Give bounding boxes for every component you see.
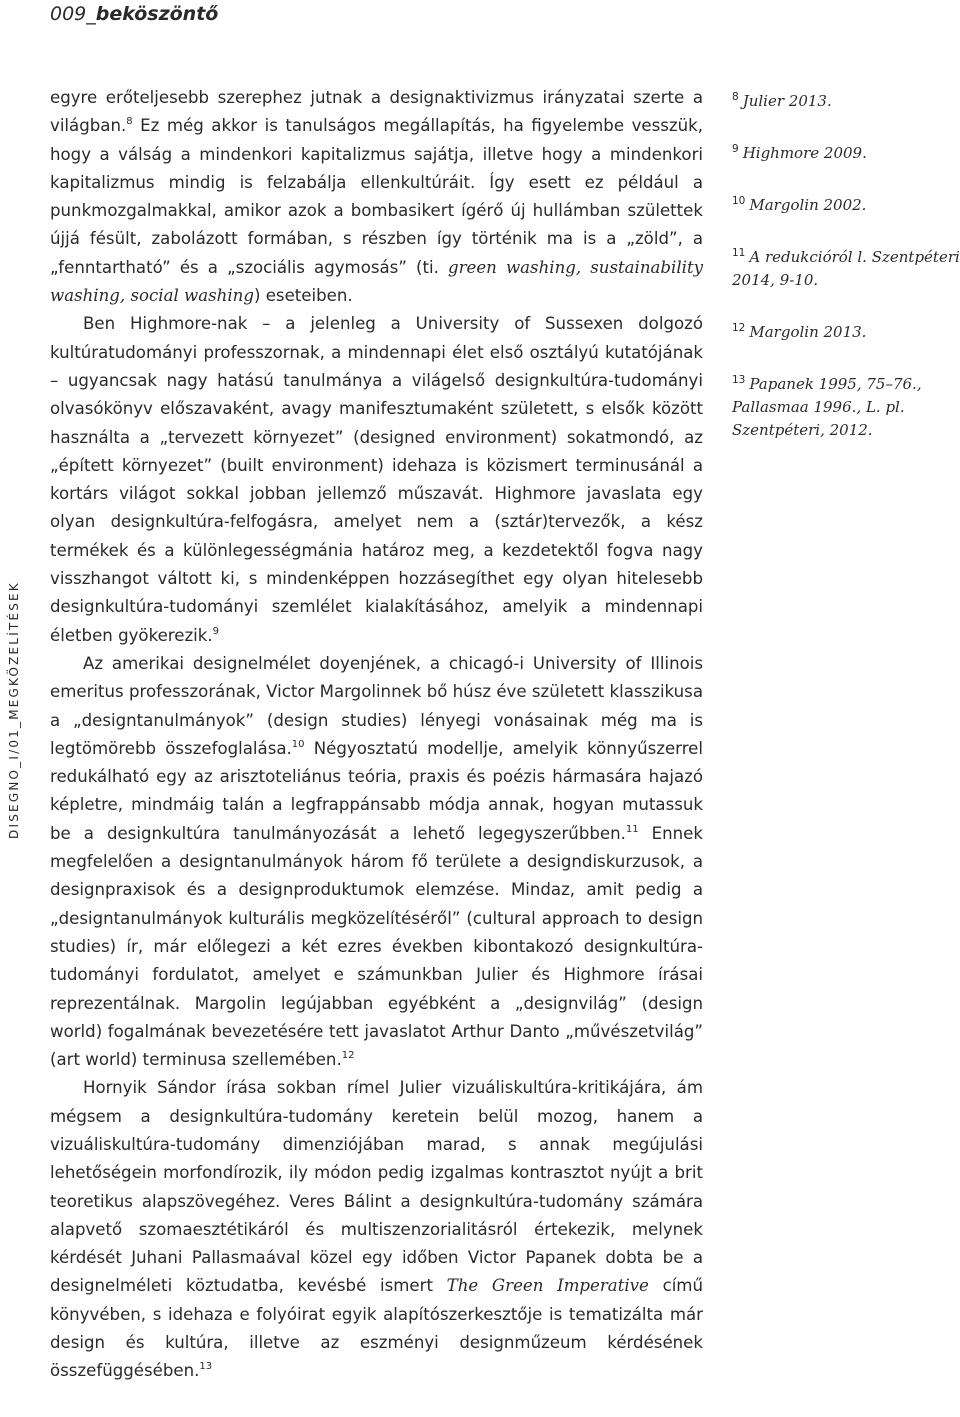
- article-body: [50, 84, 703, 1386]
- page-header: [50, 3, 218, 25]
- footnote: [732, 142, 960, 165]
- paragraph-text: Ez még akkor is tanulságos megállapítás, ha figyelembe vesszük, hogy a válság a mindenkori kapitalizmus sajátja, illetve hogy a mindenkori kapitalizmus mindig is felzabálja ellenkultúráit. Így esett ez például a punkmozgalmakkal, amikor azok a bombasikert ígérő új hullámban születtek újjá fésült, zabolázott formában, s részben így történik ma is a „zöld”, a „fenntartható” és a „szociális agymosás” (ti.: [50, 116, 703, 277]
- footnote: [732, 194, 960, 217]
- footnote-ref: 10: [291, 738, 305, 750]
- footnote-number: 9: [732, 143, 739, 155]
- running-title: DISEGNO_I/01_MEGKÖZELÍTÉSEK: [7, 581, 21, 839]
- paragraph-text: ) eseteiben.: [253, 286, 353, 306]
- footnote-ref: 9: [212, 625, 220, 637]
- paragraph: [50, 1074, 703, 1385]
- paragraph-text: Az amerikai designelmélet doyenjének, a chicagó-i University of Illinois emeritus professzorának, Victor Margolinnek bő húsz éve született klasszikusa a „designtanulmányok” (design studies) lényegi vonásainak még ma is legtömörebb összefoglalása.: [50, 653, 703, 758]
- footnote-number: 10: [732, 195, 746, 207]
- footnote-text: A redukcióról l. Szentpéteri 2014, 9-10.: [732, 248, 960, 289]
- italic-text: green washing, sustainability washing, social washing: [50, 257, 704, 306]
- footnote-text: Margolin 2002.: [749, 196, 867, 214]
- page-number: 009_: [50, 3, 96, 25]
- footnote-number: 11: [732, 247, 746, 259]
- paragraph-text: Ben Highmore-nak – a jelenleg a University of Sussexen dolgozó kultúratudományi professzornak, a mindennapi élet első osztályú kutatójának – ugyancsak nagy hatású tanulmánya a világelső designkultúra-tudományi olvasókönyv előszavaként, avagy manifesztumaként született, s elsők között használta a „tervezett környezet” (designed environment) sokatmondó, az „épített környezet” (built environment) idehaza is közismert terminusánál a kortárs világot sokkal jobban jellemző műszavát. Highmore javaslata egy olyan designkultúra-felfogásra, amelyet nem a (sztár)tervezők, a kész termékek és a különlegességmánia határoz meg, a kezdetektől fogva nagy visszhangot váltott ki, s mindenképpen hozzásegíthet egy olyan hitelesebb designkultúra-tudományi szemlélet kialakításához, amelyik a mindennapi életben gyökerezik.: [50, 314, 703, 645]
- footnote: [732, 90, 960, 113]
- paragraph-text: Hornyik Sándor írása sokban rímel Julier vizuáliskultúra-kritikájára, ám mégsem a designkultúra-tudomány keretein belül mozog, hanem a vizuáliskultúra-tudomány dimenziójában marad, s annak megújulási lehetőségein morfondírozik, ily módon pedig izgalmas kontrasztot nyújt a brit teoretikus alapszövegéhez. Veres Bálint a designkultúra-tudomány számára alapvető szomaesztétikáról és multiszenzorialitásról értekezik, melynek kérdését Juhani Pallasmaával közel egy időben Victor Papanek dobta be a designelméleti köztudatba, kevésbé ismert: [50, 1078, 703, 1296]
- footnote-text: Margolin 2013.: [749, 323, 867, 341]
- footnote-text: Julier 2013.: [742, 92, 832, 110]
- paragraph-text: Négyosztatú modellje, amelyik könnyűszerrel redukálható egy az arisztoteliánus teória, praxis és poézis hármasára hajazó képletre, mindmáig talán a legfrappánsabb módja annak, hogyan mutassuk be a designkultúra tanulmányozását a lehető legegyszerűbben.: [50, 738, 703, 843]
- footnote-text: Papanek 1995, 75–76., Pallasmaa 1996., L. pl. Szentpéteri, 2012.: [732, 375, 922, 439]
- footnote: [732, 373, 960, 442]
- italic-text: The Green Imperative: [446, 1276, 649, 1296]
- footnote-ref: 12: [341, 1050, 355, 1062]
- footnote: [732, 246, 960, 292]
- footnote-number: 12: [732, 322, 746, 334]
- paragraph: [50, 650, 703, 1074]
- paragraph-text: című könyvében, s idehaza e folyóirat egyik alapítószerkesztője is tematizálta már design és kultúra, illetve az eszményi designműzeum kérdésének összefüggésében.: [50, 1276, 703, 1381]
- footnote-number: 13: [732, 374, 746, 386]
- paragraph-text: egyre erőteljesebb szerephez jutnak a designaktivizmus irányzatai szerte a világban.: [50, 88, 703, 136]
- footnote-ref: 13: [199, 1361, 213, 1373]
- footnote-ref: 11: [625, 823, 639, 835]
- paragraph-text: Ennek megfelelően a designtanulmányok három fő területe a designdiskurzusok, a designpraxisok és a designproduktumok elemzése. Mindaz, amit pedig a „designtanulmányok kulturális megközelítéséről” (cultural approach to design studies) ír, már előlegezi a két ezres években kibontakozó designkultúra-tudományi fordulatot, amelyet e számunkban Julier és Highmore írásai reprezentálnak. Margolin legújabban egyébként a „designvilág” (design world) fogalmának bevezetésére tett javaslatot Arthur Danto „művészetvilág” (art world) terminusa szellemében.: [50, 823, 703, 1070]
- footnote-text: Highmore 2009.: [742, 144, 867, 162]
- footnote-ref: 8: [126, 116, 133, 128]
- footnote: [732, 321, 960, 344]
- paragraph: [50, 310, 703, 650]
- paragraph: [50, 84, 703, 310]
- section-title: beköszöntő: [95, 3, 219, 25]
- footnotes: [732, 90, 960, 471]
- footnote-number: 8: [732, 91, 739, 103]
